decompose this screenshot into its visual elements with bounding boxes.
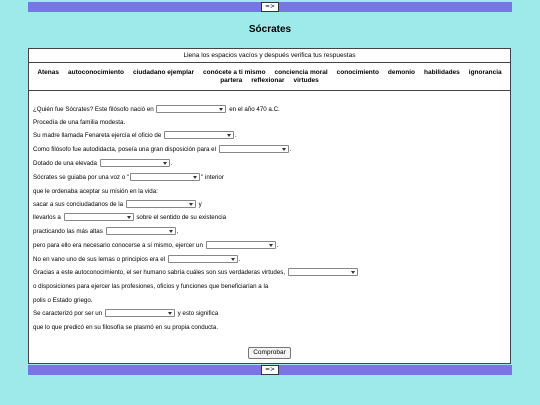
blank-select[interactable] xyxy=(168,255,238,263)
sentence-line: Procedía de una familia modesta. xyxy=(33,119,126,126)
sentence-line: polis o Estado griego. xyxy=(33,297,93,304)
blank-select[interactable] xyxy=(126,200,196,208)
sentence-line: Como filósofo fue autodidacta, poseía una gran disposición para el . xyxy=(33,146,292,153)
instructions: Llena los espacios vacíos y después verifica tus respuestas xyxy=(29,49,510,63)
sentence-line: que lo que predicó en su filosofía se plasmó en su propia conducta. xyxy=(33,324,219,331)
word-bank-item: ciudadano ejemplar xyxy=(133,69,195,76)
word-bank-item: demonio xyxy=(387,69,416,76)
top-nav-bar xyxy=(28,2,512,12)
sentence-line: Gracias a este autoconocimiento, el ser humano sabría cuáles son sus verdaderas virtudes, xyxy=(33,268,359,278)
blank-select[interactable] xyxy=(156,105,226,113)
sentence-line: practicando las más altas , xyxy=(33,228,179,235)
sentence-line: llevarlos a sobre el sentido de su existencia xyxy=(33,214,227,221)
word-bank-item: conciencia moral xyxy=(274,69,328,76)
bottom-nav-bar xyxy=(28,365,512,375)
page-title: Sócrates xyxy=(248,24,292,35)
sentence-line: o disposiciones para ejercer las profesiones, oficios y funciones que beneficiarían a la xyxy=(33,283,269,290)
blank-select[interactable] xyxy=(130,173,200,181)
sentence-line: ¿Quién fue Sócrates? Este filósofo nació en en el año 470 a.C. xyxy=(33,106,280,113)
exercise-panel xyxy=(28,48,511,364)
word-bank-item: Atenas xyxy=(37,69,60,76)
word-bank-item: ignorancia xyxy=(468,69,502,76)
blank-select[interactable] xyxy=(219,145,289,153)
word-bank-item: conócete a ti mismo xyxy=(203,69,266,76)
blank-select[interactable] xyxy=(106,227,176,235)
word-bank-item: habilidades xyxy=(424,69,460,76)
sentence-line: que le ordenaba aceptar su misión en la vida: xyxy=(33,188,158,195)
word-bank-item: virtudes xyxy=(293,77,319,84)
blank-select[interactable] xyxy=(288,268,358,276)
sentence-line: No en vano uno de sus lemas o principios era el . xyxy=(33,256,241,263)
word-bank-item: partera xyxy=(220,77,243,84)
word-bank-item: conocimiento xyxy=(336,69,379,76)
blank-select[interactable] xyxy=(164,131,234,139)
sentence-line: Se caracterizó por ser un y esto significa xyxy=(33,310,219,317)
word-bank-item: autoconocimiento xyxy=(68,69,124,76)
blank-select[interactable] xyxy=(100,159,170,167)
sentence-line: pero para ello era necesario conocerse a sí mismo, ejercer un . xyxy=(33,242,279,249)
next-arrow-button[interactable]: => xyxy=(261,2,279,12)
blank-select[interactable] xyxy=(105,309,175,317)
word-bank-item: reflexionar xyxy=(251,77,285,84)
blank-select[interactable] xyxy=(206,241,276,249)
word-bank xyxy=(29,64,510,91)
sentence-line: Sócrates se guiaba por una voz o " " interior xyxy=(33,174,224,181)
blank-select[interactable] xyxy=(64,213,134,221)
check-button[interactable]: Comprobar xyxy=(248,347,291,359)
sentence-line: sacar a sus conciudadanos de la y xyxy=(33,201,202,208)
sentence-line: Su madre llamada Fenareta ejercía el oficio de . xyxy=(33,132,237,139)
next-arrow-button[interactable]: => xyxy=(261,365,279,375)
sentence-line: Dotado de una elevada . xyxy=(33,160,173,167)
